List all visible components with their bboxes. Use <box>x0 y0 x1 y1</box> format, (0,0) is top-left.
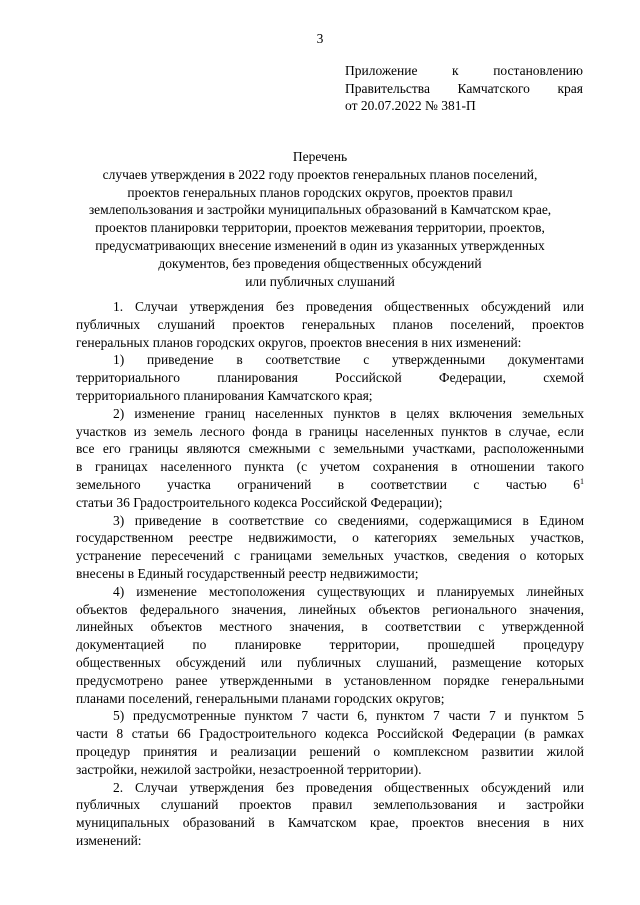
item-2-line: 2) изменение границ населенных пунктов в целях включения земельных <box>113 405 584 421</box>
item-2-line: в границах населенного пункта (с учетом сохранения в отношении такого <box>76 459 584 475</box>
paragraph-1-line: генеральных планов городских округов, проектов внесения в них изменений: <box>76 334 522 350</box>
appendix-line: от 20.07.2022 № 381-П <box>345 98 476 113</box>
appendix-line: Приложение к постановлению <box>345 63 583 78</box>
item-4-line: предусмотрено ранее утвержденными в установленном порядке генеральными <box>76 672 584 688</box>
document-title <box>62 148 578 290</box>
item-2-line: статьи 36 Градостроительного кодекса Российской Федерации); <box>76 494 443 510</box>
title-line: проектов генеральных планов городских округов, проектов правил <box>127 184 513 200</box>
item-4-line: линейных объектов местного значения, в соответствии с утвержденной <box>76 619 584 635</box>
item-3-line: внесены в Единый государственный реестр недвижимости; <box>76 565 419 581</box>
paragraph-2-line: изменений: <box>76 832 142 848</box>
paragraph-2-line: муниципальных образований в Камчатском крае, проектов внесения в них <box>76 815 584 831</box>
appendix-line: Правительства Камчатского края <box>345 80 583 96</box>
paragraph-2-line: публичных слушаний проектов правил землепользования и застройки <box>76 797 584 813</box>
title-line: документов, без проведения общественных обсуждений <box>158 255 482 271</box>
item-1-line: 1) приведение в соответствие с утвержденными документами <box>113 352 584 368</box>
item-3-line: 3) приведение в соответствие со сведениями, содержащимися в Едином <box>113 512 584 528</box>
title-line: случаев утверждения в 2022 году проектов генеральных планов поселений, <box>102 166 538 182</box>
item-1-line: территориального планирования Камчатского края; <box>76 387 373 403</box>
title-line: или публичных слушаний <box>245 273 395 289</box>
item-2-line: все его границы являются смежными с земельными участками, расположенными <box>76 441 584 457</box>
appendix-header <box>345 62 583 115</box>
item-4-line: планами поселений, генеральными планами городских округов; <box>76 690 445 706</box>
item-5-line: части 8 статьи 66 Градостроительного кодекса Российской Федерации (в рамках <box>76 726 584 742</box>
page-number: 3 <box>316 31 324 46</box>
item-5-line: 5) предусмотренные пунктом 7 части 6, пунктом 7 части 7 и пунктом 5 <box>113 708 584 724</box>
item-2-line-with-sup <box>76 476 584 494</box>
document-body <box>76 298 584 850</box>
item-5-line: застройки, нежилой застройки, незастроенной территории). <box>76 761 422 777</box>
title-line: предусматривающих внесение изменений в один из указанных утвержденных <box>95 237 545 253</box>
paragraph-1-line: публичных слушаний проектов генеральных планов поселений, проектов <box>76 316 584 332</box>
item-3-line: устранение пересечений с границами земельных участков, сведения о которых <box>76 548 584 564</box>
item-4-line: объектов федерального значения, линейных объектов регионального значения, <box>76 601 584 617</box>
title-heading: Перечень <box>292 149 348 164</box>
title-line: землепользования и застройки муниципальных образований в Камчатском крае, <box>88 202 552 218</box>
item-4-line: документацией по планировке территории, прошедшей процедуру <box>76 637 584 653</box>
item-1-line: территориального планирования Российской Федерации, схемой <box>76 370 584 386</box>
item-2-line-text: земельного участка ограничений в соответствии с частью 6 <box>76 476 580 492</box>
paragraph-1-line: 1. Случаи утверждения без проведения общественных обсуждений или <box>113 299 584 314</box>
item-5-line: процедур принятия и реализации решений о комплексном развитии жилой <box>76 743 584 759</box>
item-2-line: участков из земель лесного фонда в границы населенных пунктов в случае, если <box>76 423 584 439</box>
item-3-line: государственном реестре недвижимости, о категориях земельных участков, <box>76 530 584 546</box>
superscript: 1 <box>580 476 584 486</box>
item-4-line: 4) изменение местоположения существующих и планируемых линейных <box>113 583 584 599</box>
title-line: проектов планировки территории, проектов межевания территории, проектов, <box>95 220 545 236</box>
item-4-line: общественных обсуждений или публичных слушаний, размещение которых <box>76 654 584 670</box>
paragraph-2-line: 2. Случаи утверждения без проведения общественных обсуждений или <box>113 779 584 795</box>
